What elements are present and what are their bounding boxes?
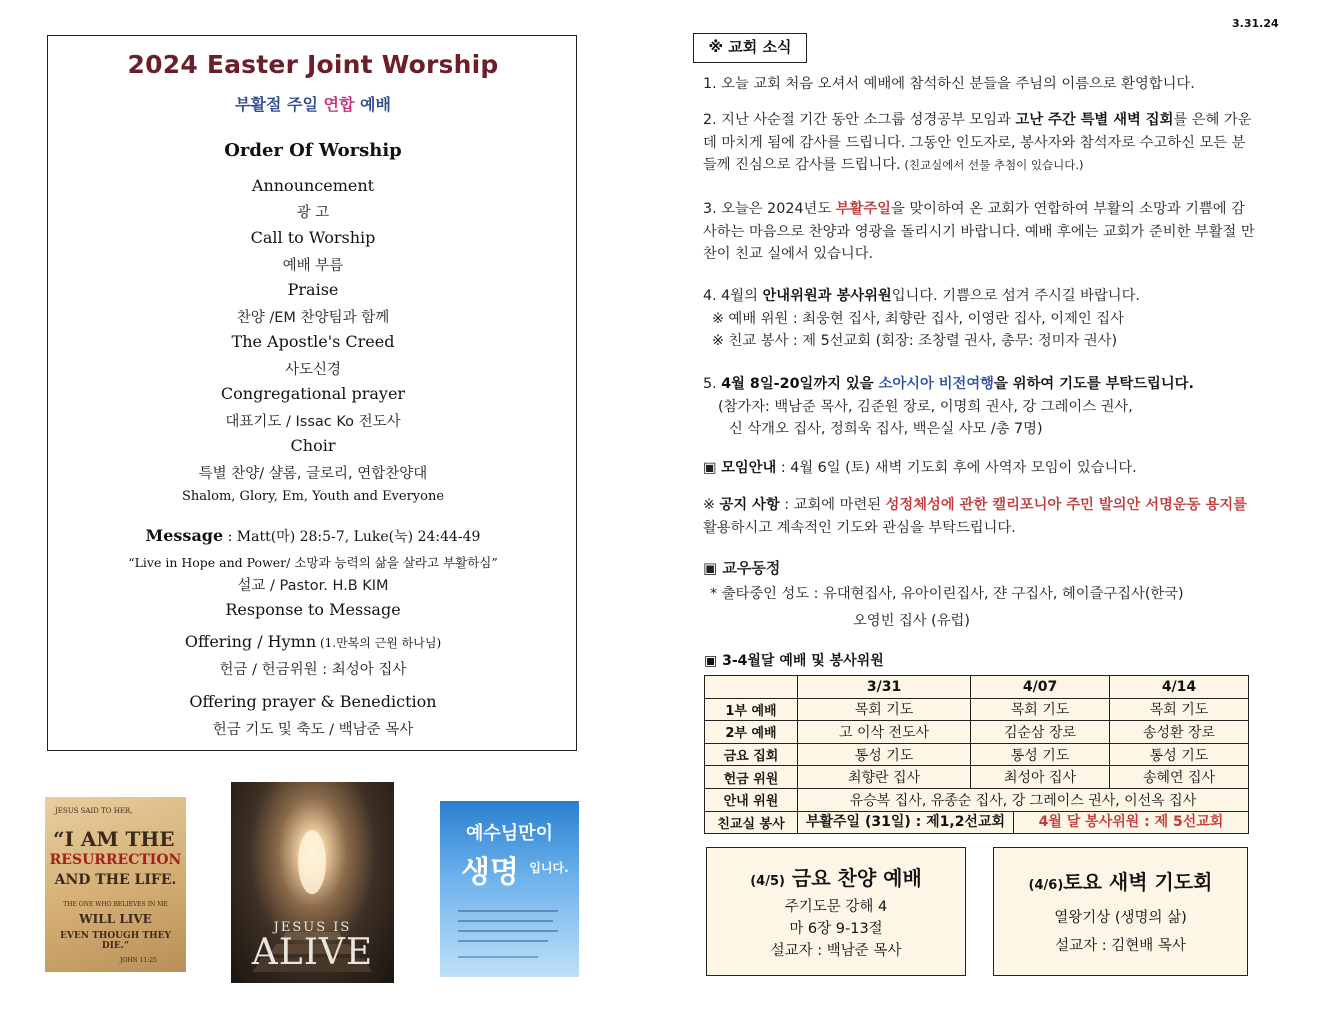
row-label: 2부 예배 <box>705 721 798 744</box>
news-header: ※ 교회 소식 <box>693 33 807 63</box>
table-header: 4/14 <box>1109 676 1248 699</box>
text: 4. 4월의 <box>703 288 763 304</box>
table-cell: 통성 기도 <box>1109 743 1248 766</box>
image-text: ALIVE <box>251 932 374 973</box>
image-text: “I AM THE <box>53 827 175 851</box>
text-small: (친교실에서 선물 추첨이 있습니다.) <box>900 158 1084 172</box>
benediction-ko: 헌금 기도 및 축도 / 백남준 목사 <box>212 722 414 738</box>
table-cell: 송성환 장로 <box>1109 721 1248 744</box>
subtitle-part: 부활절 주일 <box>235 95 324 114</box>
saturday-service-box <box>993 847 1248 976</box>
news-item-4-fellowship: ※ 친교 봉사 : 제 5선교회 (회장: 조창렬 권사, 총무: 정미자 권사) <box>712 333 1118 349</box>
news-item-5-participants: (참가자: 백남준 목사, 김준원 장로, 이명희 권사, 강 그레이스 권사, <box>718 399 1133 415</box>
text-red: 부활주일 <box>835 201 891 217</box>
table-cell: 고 이삭 전도사 <box>798 721 971 744</box>
friday-title-line <box>707 862 965 891</box>
text: 3. 오늘은 2024년도 <box>703 201 836 217</box>
text: 를 은혜 가운데 마치게 됨에 감사를 드립니다. 그동안 인도자로, 봉사자와 참석자로 수고하신 모든 분들께 진심으로 감사를 드립니다. <box>703 112 1252 173</box>
order-title: Order Of Worship <box>224 140 402 161</box>
member-travel-1: * 출타중인 성도 : 유대현집사, 유아이린집사, 쟌 구집사, 헤이즐구집사(한국) <box>710 586 1184 602</box>
table-header: 4/07 <box>971 676 1110 699</box>
meeting-notice <box>703 457 1258 480</box>
table-cell: 통성 기도 <box>971 743 1110 766</box>
image-text: AND THE LIFE. <box>54 872 177 888</box>
text-bold: 고난 주간 특별 새벽 집회 <box>1015 112 1174 128</box>
table-cell: 목회 기도 <box>971 698 1110 721</box>
fellowship-split <box>798 812 1248 833</box>
subtitle-part: 예배 <box>354 95 391 114</box>
resurrection-image <box>45 797 186 972</box>
saturday-date: (4/6) <box>1028 878 1064 893</box>
text: : 4월 6일 (토) 새벽 기도회 후에 사역자 모임이 있습니다. <box>776 460 1137 476</box>
message-line <box>48 526 578 546</box>
table-cell: 목회 기도 <box>1109 698 1248 721</box>
row-label: 1부 예배 <box>705 698 798 721</box>
message-ref: : Matt(마) 28:5-7, Luke(눅) 24:44-49 <box>223 529 481 545</box>
text-bold: 모임안내 <box>721 460 777 476</box>
table-header: 3/31 <box>798 676 971 699</box>
item-ko: 예배 부름 <box>282 258 344 274</box>
table-row <box>705 811 1249 834</box>
table-row <box>705 721 1249 744</box>
item-ko: 사도신경 <box>284 362 342 378</box>
response-title: Response to Message <box>225 600 401 619</box>
table-cell: 통성 기도 <box>798 743 971 766</box>
table-cell: 최성아 집사 <box>971 766 1110 789</box>
image-text: 입니다. <box>529 861 569 875</box>
item-ko: 특별 찬양/ 샬롬, 글로리, 연합찬양대 <box>198 466 428 482</box>
subtitle-highlight: 연합 <box>323 95 355 114</box>
offering-title: Offering / Hymn <box>184 632 317 651</box>
verse-lines-graphic <box>458 906 563 966</box>
table-cell <box>798 811 1249 834</box>
saturday-line-1: 열왕기상 (생명의 삶) <box>1054 910 1187 926</box>
friday-date: (4/5) <box>750 874 785 889</box>
table-cell: 송혜연 집사 <box>1109 766 1248 789</box>
benediction-title: Offering prayer & Benediction <box>189 692 437 711</box>
image-text: JESUS IS <box>273 920 352 935</box>
item-en: Announcement <box>251 176 375 195</box>
message-preacher: 설교 / Pastor. H.B KIM <box>237 578 389 594</box>
row-label: 안내 위원 <box>705 788 798 811</box>
worship-order-panel <box>47 35 577 751</box>
item-ko: 대표기도 / Issac Ko 전도사 <box>225 414 401 430</box>
only-jesus-life-image <box>440 801 579 977</box>
table-row <box>705 743 1249 766</box>
news-item-1: 1. 오늘 교회 처음 오셔서 예배에 참석하신 분들을 주님의 이름으로 환영합니다. <box>703 76 1195 92</box>
fellowship-easter: 부활주일 (31일) : 제1,2선교회 <box>798 812 1014 833</box>
news-item-5-participants-2: 신 삭개오 집사, 정희욱 집사, 백은실 사모 /총 7명) <box>729 421 1043 437</box>
row-label: 헌금 위원 <box>705 766 798 789</box>
news-item-4 <box>703 285 1258 308</box>
news-item-4-worship: ※ 예배 위원 : 최웅현 집사, 최향란 집사, 이영란 집사, 이제인 집사 <box>712 311 1124 327</box>
worship-subtitle <box>48 92 578 115</box>
table-cell <box>705 676 798 699</box>
image-text: THE ONE WHO BELIEVES IN ME <box>63 901 168 908</box>
text: 을 맞이하여 온 교회가 연합하여 부활의 소망과 기쁨에 감사하는 마음으로 찬양과 영광을 돌리시기 바랍니다. 예배 후에는 교회가 준비한 부활절 만찬이 친교 실에서 있습니다. <box>703 201 1255 262</box>
table-row <box>705 676 1249 699</box>
text: ▣ <box>703 460 722 476</box>
member-news-title: ▣ 교우동정 <box>703 559 781 577</box>
public-notice <box>703 494 1258 539</box>
text-bold: 공지 사항 <box>719 497 780 513</box>
item-en: Congregational prayer <box>220 384 406 403</box>
text: 활용하시고 계속적인 기도와 관심을 부탁드립니다. <box>703 519 1016 536</box>
table-cell: 최향란 집사 <box>798 766 971 789</box>
image-text: 생명 <box>461 855 519 890</box>
image-text: JESUS SAID TO HER, <box>55 807 133 815</box>
saturday-title-line <box>994 866 1247 895</box>
jesus-alive-image <box>231 782 394 983</box>
schedule-table <box>704 675 1249 834</box>
item-en: Choir <box>290 436 336 455</box>
text: 2. 지난 사순절 기간 동안 소그룹 성경공부 모임과 <box>703 112 1016 128</box>
image-text: JOHN 11:25 <box>119 957 157 964</box>
item-en: Call to Worship <box>250 228 376 247</box>
saturday-line-2: 설교자 : 김현배 목사 <box>1055 938 1186 954</box>
table-cell: 목회 기도 <box>798 698 971 721</box>
news-item-2 <box>703 109 1258 177</box>
friday-title: 금요 찬양 예배 <box>784 866 922 890</box>
member-travel-2: 오영빈 집사 (유럽) <box>853 613 970 629</box>
offering-ko: 헌금 / 헌금위원 : 최성아 집사 <box>219 662 407 678</box>
text-bold: 4월 8일-20일까지 있을 <box>721 376 879 392</box>
image-text: RESURRECTION <box>49 852 182 868</box>
message-quote: “Live in Hope and Power/ 소망과 능력의 삶을 살라고 부활하심” <box>128 555 498 570</box>
text: 5. <box>703 376 722 392</box>
news-item-5 <box>703 373 1258 396</box>
friday-line-2: 마 6장 9-13절 <box>789 921 883 937</box>
text-bold: 을 위하여 기도를 부탁드립니다. <box>994 376 1194 392</box>
news-item-3 <box>703 198 1258 266</box>
bulletin-date: 3.31.24 <box>1232 17 1279 30</box>
image-text: WILL LIVE <box>79 912 152 926</box>
fellowship-april: 4월 달 봉사위원 : 제 5선교회 <box>1038 813 1224 830</box>
worship-title: 2024 Easter Joint Worship <box>127 50 499 79</box>
table-row <box>705 766 1249 789</box>
table-cell: 유승복 집사, 유종순 집사, 강 그레이스 권사, 이선옥 집사 <box>798 788 1249 811</box>
row-label: 친교실 봉사 <box>705 811 798 834</box>
text: : 교회에 마련된 <box>779 497 886 513</box>
schedule-title: ▣ 3-4월달 예배 및 봉사위원 <box>704 653 884 669</box>
choir-groups: Shalom, Glory, Em, Youth and Everyone <box>181 489 445 504</box>
friday-service-box <box>706 847 966 976</box>
image-text: EVEN THOUGH THEY DIE.” <box>60 931 171 951</box>
row-label: 금요 집회 <box>705 743 798 766</box>
table-cell: 김순삼 장로 <box>971 721 1110 744</box>
item-ko: 광 고 <box>296 205 330 221</box>
text-red: 성정체성에 관한 캘리포니아 주민 발의안 서명운동 용지를 <box>885 497 1247 513</box>
table-row <box>705 788 1249 811</box>
image-text: 예수님만이 <box>466 823 553 844</box>
friday-line-1: 주기도문 강해 4 <box>784 899 888 915</box>
text: ※ <box>703 497 720 513</box>
offering-line <box>48 632 578 651</box>
offering-hymn: (1.만복의 근원 하나님) <box>316 636 442 650</box>
item-en: The Apostle's Creed <box>231 332 395 351</box>
text: 입니다. 기쁨으로 섬겨 주시길 바랍니다. <box>891 288 1140 304</box>
message-label: Message <box>145 526 224 545</box>
text-bold: 안내위원과 봉사위원 <box>762 288 892 304</box>
saturday-title: 토요 새벽 기도회 <box>1063 870 1213 894</box>
friday-line-3: 설교자 : 백남준 목사 <box>770 943 902 959</box>
item-ko: 찬양 /EM 찬양팀과 함께 <box>236 310 390 326</box>
table-row <box>705 698 1249 721</box>
text-blue: 소아시아 비전여행 <box>878 376 994 392</box>
item-en: Praise <box>287 280 339 299</box>
